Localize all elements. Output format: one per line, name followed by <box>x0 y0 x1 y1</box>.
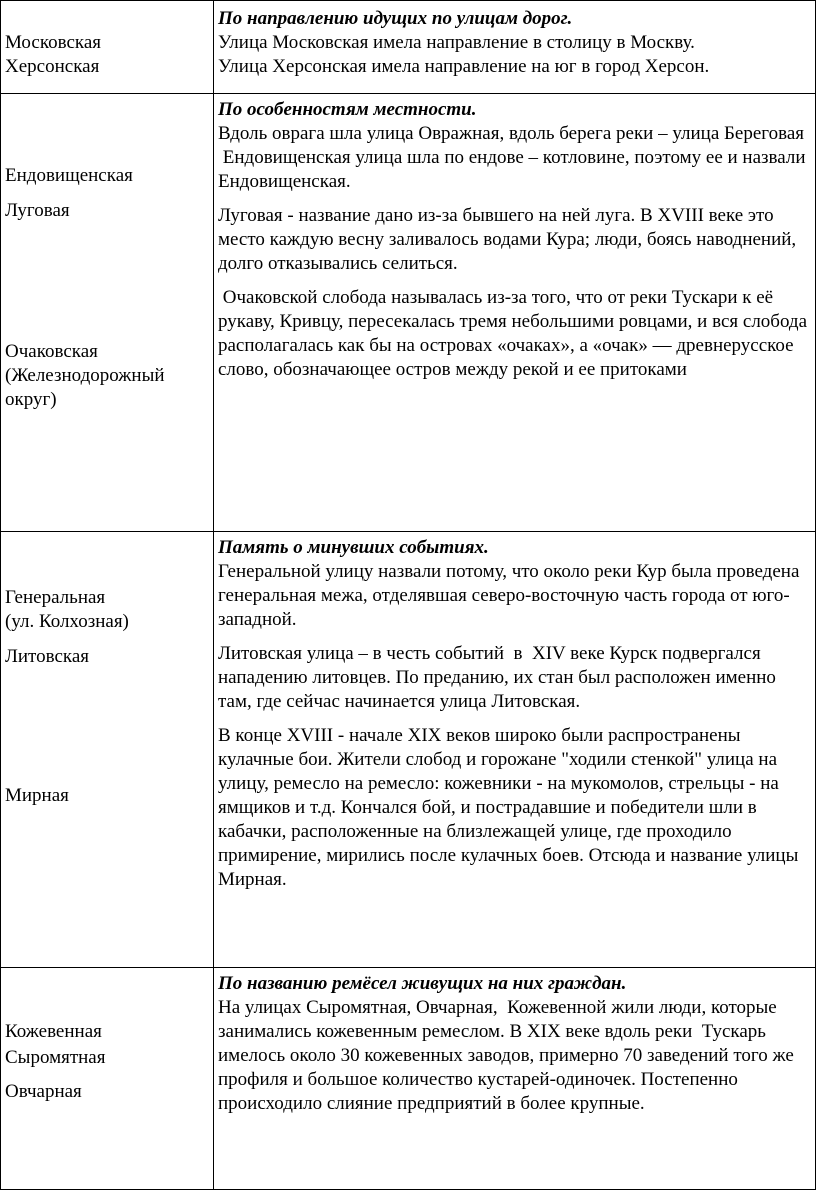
street-name: Херсонская <box>5 56 100 77</box>
street-names-cell <box>1 968 214 1190</box>
street-name: Луговая <box>5 200 70 221</box>
street-name: Литовская <box>5 646 90 667</box>
street-name: Кожевенная <box>5 1021 102 1042</box>
street-names-cell <box>1 532 214 968</box>
street-name: Ендовищенская <box>5 165 133 186</box>
description-paragraph: Луговая - название дано из-за бывшего на ней луга. В XVIII веке это место каждую весну заливалось водами Кура; люди, боясь наводнений, долго отказывались селиться. <box>218 205 797 274</box>
street-name: Очаковская (Железнодорожный округ) <box>5 341 165 410</box>
description-paragraph: Литовская улица – в честь событий в XIV веке Курск подвергался нападению литовцев. По преданию, их стан был расположен именно там, где сейчас начинается улица Литовская. <box>218 643 781 712</box>
description-cell <box>214 968 816 1190</box>
table-row <box>1 532 816 968</box>
street-name: Овчарная <box>5 1081 82 1102</box>
street-names-cell <box>1 94 214 532</box>
street-name: (ул. Колхозная) <box>5 611 129 632</box>
street-name: Генеральная <box>5 587 106 608</box>
category-heading: По особенностям местности. <box>218 99 477 120</box>
street-name: Сыромятная <box>5 1047 106 1068</box>
description-cell <box>214 532 816 968</box>
description-paragraph: Улица Херсонская имела направление на юг в город Херсон. <box>218 56 710 77</box>
category-heading: По направлению идущих по улицам дорог. <box>218 8 573 29</box>
street-name: Мирная <box>5 785 69 806</box>
category-heading: Память о минувших событиях. <box>218 537 489 558</box>
description-paragraph: На улицах Сыромятная, Овчарная, Кожевенной жили люди, которые занимались кожевенным ремеслом. В XIX веке вдоль реки Тускарь имелось около 30 кожевенных заводов, примерно 70 заведений того же профиля и большое количество кустарей-одиночек. Постепенно происходило слияние предприятий в более крупные. <box>218 997 799 1114</box>
description-paragraph: В конце XVIII - начале XIX веков широко были распространены кулачные бои. Жители слобод и горожане "ходили стенкой" улица на улицу, ремесло на ремесло: кожевники - на мукомолов, стрельцы - на ямщиков и т.д. Кончался бой, и пострадавшие и победители шли в кабачки, расположенные на близлежащей улице, где проходило примирение, мирились после кулачных боев. Отсюда и название улицы Мирная. <box>218 725 799 890</box>
table-row <box>1 94 816 532</box>
table-row <box>1 968 816 1190</box>
description-paragraph: Вдоль оврага шла улица Овражная, вдоль берега реки – улица Береговая <box>218 123 805 144</box>
category-heading: По названию ремёсел живущих на них граждан. <box>218 973 627 994</box>
street-name: Московская <box>5 32 102 53</box>
description-paragraph: Улица Московская имела направление в столицу в Москву. <box>218 32 695 53</box>
description-cell <box>214 94 816 532</box>
description-paragraph: Генеральной улицу назвали потому, что около реки Кур была проведена генеральная межа, отделявшая северо-восточную часть города от юго-западной. <box>218 561 800 630</box>
description-paragraph: Очаковской слобода называлась из-за того, что от реки Тускари к её рукаву, Кривцу, пересекалась тремя небольшими ровцами, и вся слобода располагалась как бы на островах «очаках», а «очак» — древнерусское слово, обозначающее остров между рекой и ее притоками <box>218 287 812 380</box>
description-paragraph: Ендовищенская улица шла по ендове – котловине, поэтому ее и назвали Ендовищенская. <box>218 147 811 192</box>
street-names-cell <box>1 1 214 94</box>
table-row <box>1 1 816 94</box>
description-cell <box>214 1 816 94</box>
